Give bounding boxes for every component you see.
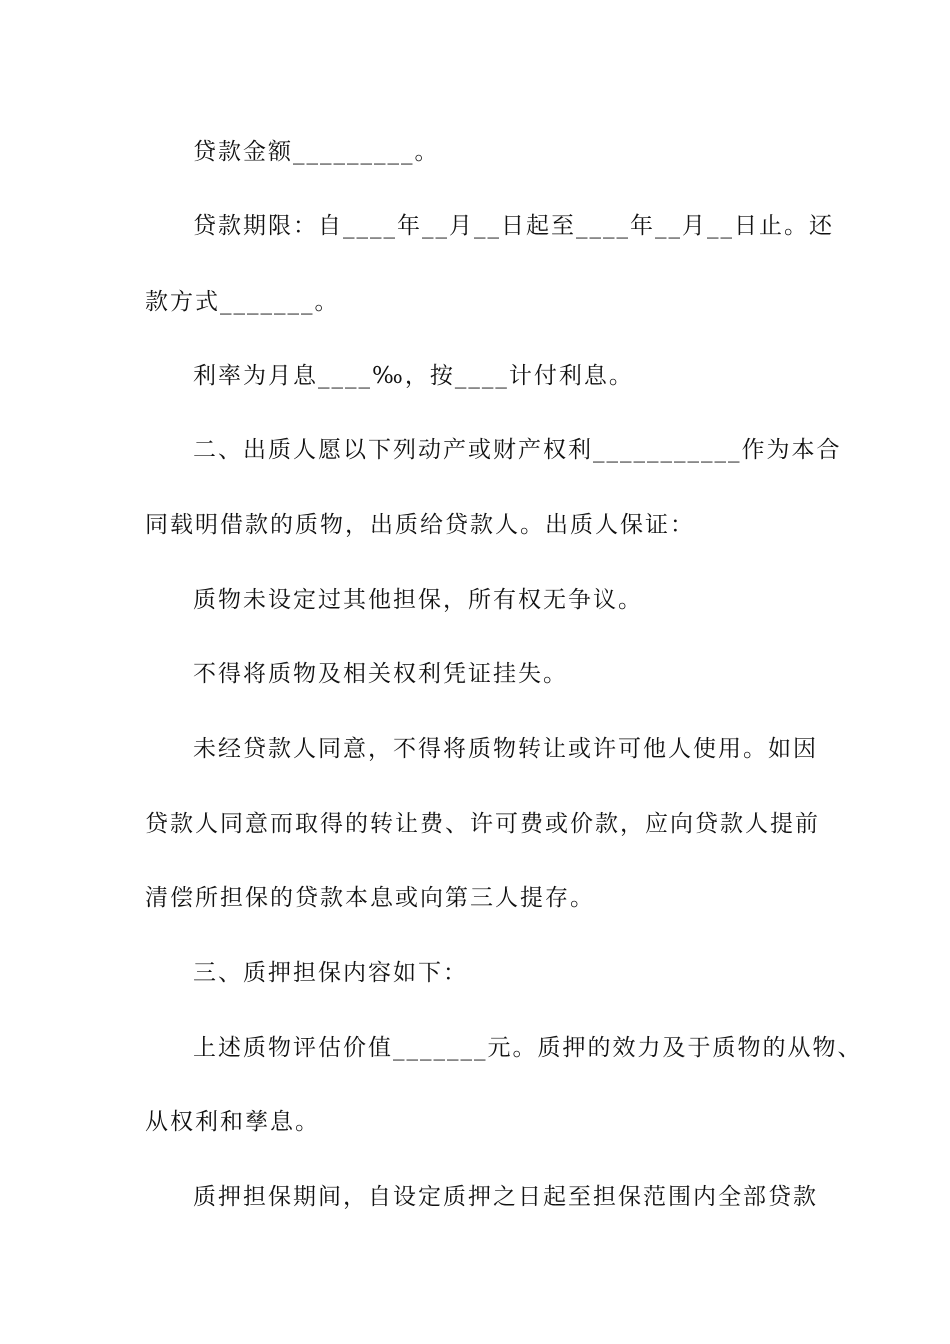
text-line-valuation-cont: 从权利和孳息。 xyxy=(145,1109,320,1135)
text-line-loan-term: 贷款期限：自____年__月__日起至____年__月__日止。还 xyxy=(193,213,834,239)
text-line-section-two-cont: 同载明借款的质物，出质给贷款人。出质人保证： xyxy=(145,512,695,538)
text-line-guarantee-3-cont2: 清偿所担保的贷款本息或向第三人提存。 xyxy=(145,885,595,911)
text-line-section-three: 三、质押担保内容如下： xyxy=(193,960,468,986)
text-line-guarantee-1: 质物未设定过其他担保，所有权无争议。 xyxy=(193,587,643,613)
text-line-interest-rate: 利率为月息____‰，按____计付利息。 xyxy=(193,363,634,389)
text-line-guarantee-3-cont1: 贷款人同意而取得的转让费、许可费或价款，应向贷款人提前 xyxy=(145,811,820,837)
text-line-section-two: 二、出质人愿以下列动产或财产权利___________作为本合 xyxy=(193,437,842,463)
text-line-guarantee-period: 质押担保期间，自设定质押之日起至担保范围内全部贷款 xyxy=(193,1184,818,1210)
text-line-guarantee-2: 不得将质物及相关权利凭证挂失。 xyxy=(193,661,568,687)
text-line-repayment-method: 款方式_______。 xyxy=(145,289,340,315)
text-line-guarantee-3: 未经贷款人同意，不得将质物转让或许可他人使用。如因 xyxy=(193,736,818,762)
text-line-loan-amount: 贷款金额_________。 xyxy=(193,139,440,165)
text-line-valuation: 上述质物评估价值_______元。质押的效力及于质物的从物、 xyxy=(193,1035,863,1061)
